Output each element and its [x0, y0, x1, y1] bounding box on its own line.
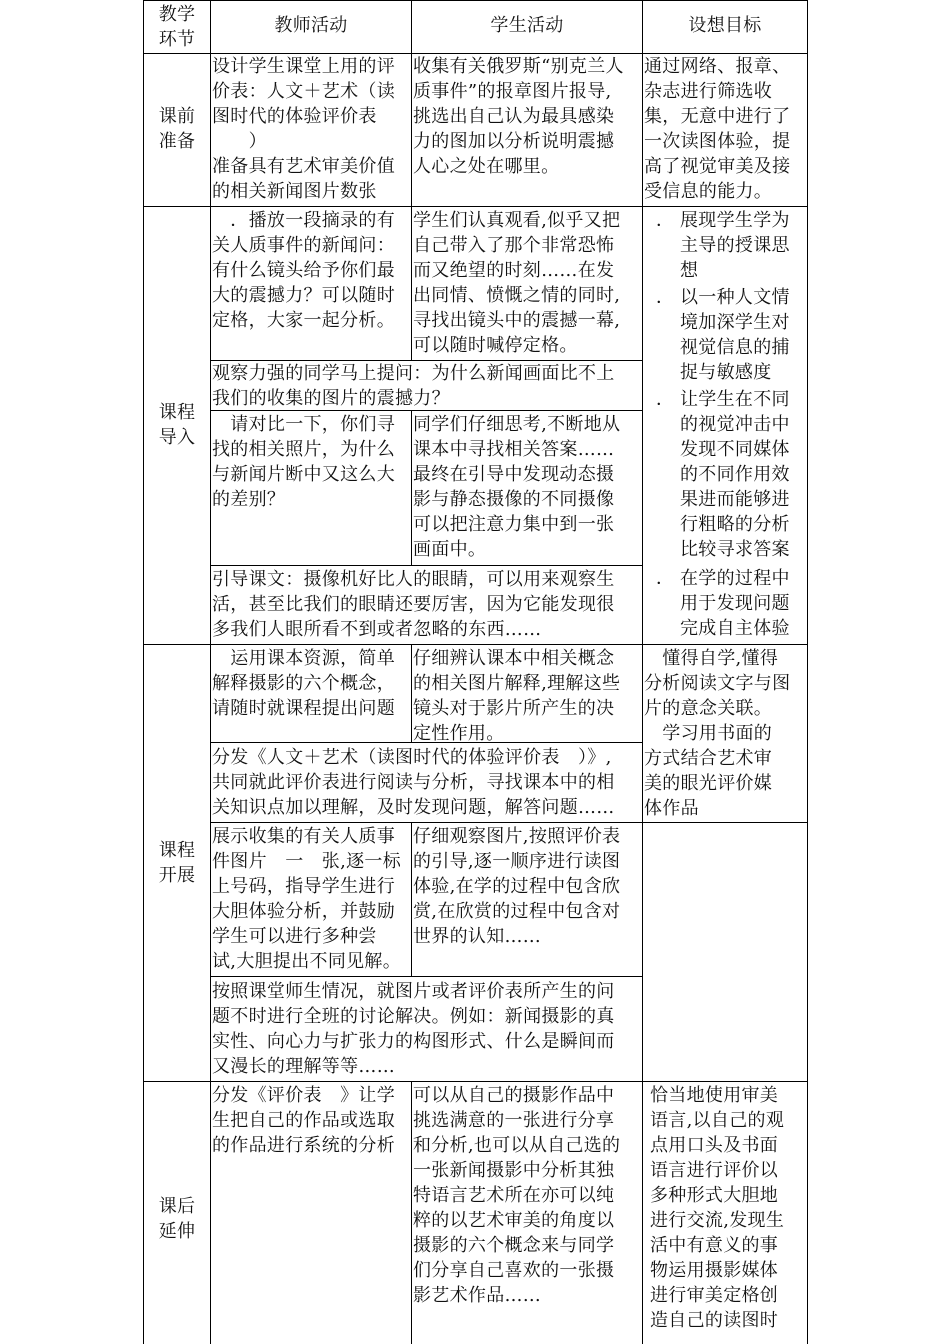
table-rule	[143, 1081, 808, 1082]
dev-student-1: 仔细辨认课本中相关概念 的相关图片解释,理解这些 镜头对于影片所产生的决 定性作用。	[413, 648, 621, 744]
table-rule	[210, 0, 211, 1344]
section-prep-label: 课前 准备	[158, 106, 196, 152]
intro-goal-3: 让学生在不同 的视觉冲击中 发现不同媒体 的不同作用效 果进而能够进 行粗略的分析 比较寻求答案	[680, 389, 790, 560]
table-rule	[210, 822, 808, 823]
dev-teacher-2: 展示收集的有关人质事 件图片 一 张,逐一标 上号码，指导学生进行 大胆体验分析，并鼓励 学生可以进行多种尝 试,大胆提出不同见解。	[212, 826, 402, 972]
intro-goal-2: 以一种人文情 境加深学生对 视觉信息的捕 捉与敏感度	[680, 287, 790, 383]
table-rule	[411, 0, 412, 360]
dev-student-2: 仔细观察图片,按照评价表 的引导,逐一顺序进行读图 体验,在学的过程中包含欣 赏,在欣赏的过程中包含对 世界的认知……	[413, 826, 621, 947]
table-rule	[143, 644, 808, 645]
prep-teacher: 设计学生课堂上用的评 价表：人文＋艺术（读 图时代的体验评价表 ） 准备具有艺术审美价值 的相关新闻图片数张	[212, 56, 395, 202]
dev-teacher-1: 运用课本资源，简单 解释摄影的六个概念， 请随时就课程提出问题	[212, 648, 395, 719]
intro-goal-bullet: ．	[656, 287, 674, 308]
prep-goal: 通过网络、报章、 杂志进行筛选收 集，无意中进行了 一次读图体验，提 高了视觉审美及接 受信息的能力。	[644, 56, 791, 202]
intro-goal-bullet: ．	[656, 389, 674, 410]
table-rule	[411, 1081, 412, 1344]
section-ext-label: 课后 延伸	[158, 1196, 196, 1242]
header-goal: 设想目标	[688, 15, 762, 36]
section-dev-label: 课程 开展	[158, 840, 196, 886]
dev-goal-1: 懂得自学,懂得 分析阅读文字与图 片的意念关联。 学习用书面的 方式结合艺术审 美的眼光评价媒 体作品	[644, 648, 791, 819]
intro-student-2: 同学们仔细思考,不断地从 课本中寻找相关答案…… 最终在引导中发现动态摄 影与静态摄像的不同摄像 可以把注意力集中到一张 画面中。	[413, 414, 621, 560]
table-rule	[143, 0, 144, 1344]
header-student: 学生活动	[490, 15, 564, 36]
section-intro-label: 课程 导入	[158, 402, 196, 448]
table-rule	[143, 206, 808, 207]
prep-student: 收集有关俄罗斯“别克兰人 质事件”的报章图片报导, 挑选出自己认为最具感染 力的图加以分析说明震撼 人心之处在哪里。	[413, 56, 624, 177]
intro-goal-bullet: ．	[656, 568, 674, 589]
intro-teacher-2: 请对比一下，你们寻 找的相关照片，为什么 与新闻片断中又这么大 的差别？	[212, 414, 395, 510]
table-rule	[411, 410, 412, 565]
ext-teacher: 分发《评价表 》让学 生把自己的作品或选取 的作品进行系统的分析	[212, 1085, 395, 1156]
ext-student: 可以从自己的摄影作品中 挑选满意的一张进行分享 和分析,也可以从自己选的 一张新闻摄影中分析其独 特语言艺术所在亦可以纯 粹的以艺术审美的角度以 摄影的六个概念来与同学 们分享自己喜欢的一张摄 影艺术作品……	[413, 1085, 621, 1306]
table-rule	[807, 0, 808, 1344]
table-rule	[411, 644, 412, 742]
intro-goal-4: 在学的过程中 用于发现问题 完成自主体验	[680, 568, 790, 639]
intro-goal-bullet: ．	[656, 210, 674, 231]
table-rule	[642, 0, 643, 1344]
table-rule	[411, 822, 412, 976]
header-teacher: 教师活动	[274, 15, 348, 36]
table-rule	[210, 565, 642, 566]
intro-student-1: 学生们认真观看,似乎又把 自己带入了那个非常恐怖 而又绝望的时刻……在发 出同情、愤慨之情的同时, 寻找出镜头中的震撼一幕, 可以随时喊停定格。	[413, 210, 621, 356]
intro-teacher-1: ．播放一段摘录的有 关人质事件的新闻问： 有什么镜头给予你们最 大的震撼力？可以随时 定格，大家一起分析。	[212, 210, 395, 331]
table-rule	[210, 976, 642, 977]
table-rule	[143, 0, 808, 1]
ext-goal: 恰当地使用审美 语言,以自己的观 点用口头及书面 语言进行评价以 多种形式大胆地 进行交流,发现生 活中有意义的事 物运用摄影媒体 进行审美定格创 造自己的读图时	[650, 1085, 785, 1331]
intro-span-1: 观察力强的同学马上提问：为什么新闻画面比不上 我们的收集的图片的震撼力？	[212, 363, 615, 409]
dev-span-2: 按照课堂师生情况，就图片或者评价表所产生的问 题不时进行全班的讨论解决。例如：新闻摄影的真 实性、向心力与扩张力的构图形式、什么是瞬间而 又漫长的理解等等……	[212, 981, 615, 1077]
intro-span-2: 引导课文：摄像机好比人的眼睛，可以用来观察生 活，甚至比我们的眼睛还要厉害，因为它能发现很 多我们人眼所看不到或者忽略的东西……	[212, 569, 615, 640]
dev-span-1: 分发《人文＋艺术（读图时代的体验评价表 ）》, 共同就此评价表进行阅读与分析，寻找课本中的相 关知识点加以理解，及时发现问题，解答问题……	[212, 747, 615, 818]
header-stage: 教学 环节	[158, 4, 196, 50]
intro-goal-1: 展现学生学为 主导的授课思 想	[680, 210, 790, 281]
